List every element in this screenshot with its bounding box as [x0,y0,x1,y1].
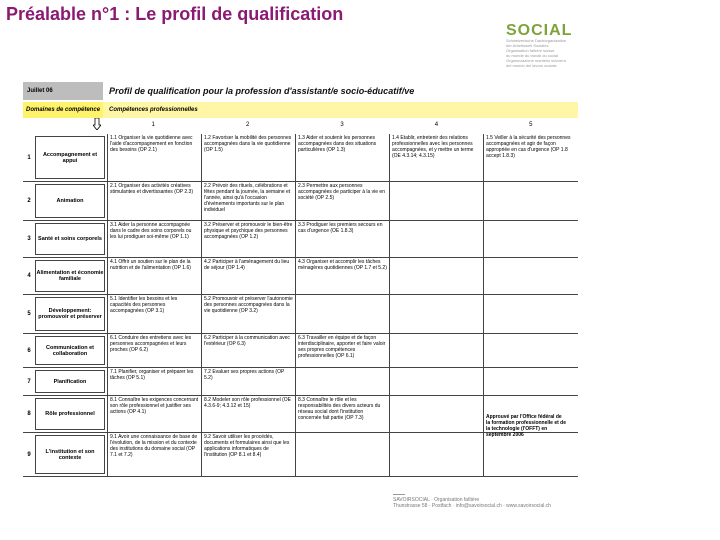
competence-cell: 3.3 Prodiguer les premiers secours en cas d'urgence (OE 1.8.3) [295,221,389,257]
table-row [23,295,578,334]
competence-cell: 7.1 Planifier, organiser et préparer les tâches (OP 5.1) [107,368,201,395]
table-row [23,368,578,396]
competence-cell: 1.2 Favoriser la mobilité des personnes accompagnées dans la vie quotidienne (OP 1.5) [201,134,295,181]
competence-cell: 4.3 Organiser et accomplir les tâches ménagères quotidiennes (OP 1.7 et 5.2) [295,258,389,294]
competence-cells [107,368,578,395]
competence-cell: 6.2 Participer à la communication avec l'extérieur (OP 6.3) [201,334,295,367]
row-number: 7 [27,378,31,385]
footer-line: SAVOIRSOCIAL · Organisation faîtière [393,497,480,503]
competence-cell: 1.5 Veiller à la sécurité des personnes accompagnées et agir de façon appropriée en cas d'urgence (OP 1.8 accept 1.8.3) [483,134,577,181]
row-number: 3 [27,236,31,242]
logo-line: Organizzazione mantello svizzera [506,58,566,63]
footer-divider [393,494,405,495]
domain-cell: Planification [35,370,105,393]
competence-cell: 4.2 Participer à l'aménagement du lieu de séjour (OP 1.4) [201,258,295,294]
competence-cell [483,182,577,220]
table-row [23,433,578,477]
row-number: 6 [27,347,31,354]
competence-cell [389,334,483,367]
footer-line: Thunstrasse 58 · Postfach · info@savoirsocial.ch · www.savoirsocial.ch [393,503,551,509]
document-heading: Profil de qualification pour la profession d'assistant/e socio-éducatif/ve [103,82,578,100]
logo-line: du monde du travail du social [506,53,559,58]
competence-cell: 8.2 Modeler son rôle professionnel (OE 4.3.6-9; 4.3.12 et 15) [201,396,295,432]
page-title: Préalable n°1 : Le profil de qualification [6,4,344,24]
competence-cells [107,433,578,476]
domain-cell: Développement: promouvoir et préserver [35,297,105,331]
logo-line: der Arbeitswelt Soziales [506,43,549,48]
logo-tagline [506,38,596,68]
competence-cells [107,134,578,181]
competence-cell: 4.1 Offrir un soutien sur le plan de la nutrition et de l'alimentation (OP 1.6) [107,258,201,294]
domain-cell: Santé et soins corporels [35,223,105,255]
competence-cell [389,295,483,333]
competence-cell: 9.2 Savoir utiliser les procédés, documents et formulaires ainsi que les applications informatiques de l'institution (OP 8.1 et 8.4) [201,433,295,476]
competence-cell [483,368,577,395]
competence-cell: 1.1 Organiser la vie quotidienne avec l'aide d'accompagnement en fonction des besoins (OP 2.1) [107,134,201,181]
competence-cell [295,433,389,476]
competence-cell [389,433,483,476]
competence-cell: 3.1 Aider la personne accompagnée dans le cadre des soins corporels ou les lui prodiguer soi-même (OP 1.1) [107,221,201,257]
competence-cell: 2.2 Prévoir des rituels, célébrations et fêtes pendant la journée, la semaine et l'année, ainsi qu'à l'occasion d'événements importants sur le plan individuel [201,182,295,220]
competence-cell [295,368,389,395]
table-row [23,221,578,258]
table-row [23,182,578,221]
column-numbers [106,122,578,128]
competence-cell [389,368,483,395]
competence-cell: 2.1 Organiser des activités créatives stimulantes et divertissantes (OP 2.3) [107,182,201,220]
competence-cell: 5.2 Promouvoir et préserver l'autonomie des personnes accompagnées dans la vie quotidienne (OP 3.2) [201,295,295,333]
competence-cell: 3.2 Préserver et promouvoir le bien-être physique et psychique des personnes accompagnées (OP 1.2) [201,221,295,257]
competence-cell [483,295,577,333]
document-header [23,82,578,100]
domain-cell: Alimentation et économie familiale [35,260,105,292]
domain-cell: Accompagnement et appui [35,136,105,179]
competence-cells [107,295,578,333]
competence-cell: 1.3 Aider et soutenir les personnes accompagnées dans des situations particulières (OP 1.3) [295,134,389,181]
competence-cell: 7.2 Evaluer ses propres actions (OP 5.2) [201,368,295,395]
competence-cell: 5.1 Identifier les besoins et les capacités des personnes accompagnées (OP 3.1) [107,295,201,333]
table-row [23,258,578,295]
logo-line: Schweizerische Dachorganisation [506,38,567,43]
domain-cell: Communication et collaboration [35,336,105,365]
competence-cells [107,221,578,257]
approval-note: Approuvé par l'Office fédéral de la formation professionnelle et de la technologie (l'OFFT) en septembre 2006 [486,414,567,438]
row-number: 1 [27,154,31,161]
domain-cell: L'institution et son contexte [35,435,105,474]
logo-word: SOCIAL [506,24,573,38]
competence-cell [483,334,577,367]
competence-cell [483,433,577,476]
competence-cell: 9.1 Avoir une connaissance de base de l'évolution, de la mission et du contexte des institutions du domaine social (OP 7.1 et 7.2) [107,433,201,476]
competence-cell: 2.3 Permettre aux personnes accompagnées de participer à la vie en société (OP 2.5) [295,182,389,220]
row-number: 4 [27,273,31,279]
row-number: 2 [27,198,31,204]
competence-cells [107,334,578,367]
competence-cell [389,258,483,294]
column-number: 2 [245,122,250,128]
down-arrow-icon [93,118,101,130]
footer [393,494,593,509]
document-subheader [23,102,578,118]
domain-cell: Animation [35,184,105,218]
table-row [23,334,578,368]
competence-cell [389,396,483,432]
row-number: 9 [27,451,31,458]
competence-cell [389,221,483,257]
column-number: 1 [151,122,155,128]
competence-cells [107,182,578,220]
competence-cell [483,258,577,294]
competence-cell [295,295,389,333]
competence-cells [107,258,578,294]
competence-cell [389,182,483,220]
savoirsocial-logo [506,24,596,68]
logo-line: Organisation faîtière suisse [506,48,555,53]
competences-label: Compétences professionnelles [103,102,578,118]
column-number: 5 [529,122,533,128]
competence-cell [483,221,577,257]
column-number: 4 [434,122,439,128]
competence-cell: 6.3 Travailler en équipe et de façon interdisciplinaire, apporter et faire valoir ses propres compétences professionnelles (OP 6.1) [295,334,389,367]
domain-cell: Rôle professionnel [35,398,105,430]
row-number: 5 [27,311,31,317]
domains-label: Domaines de compétence [23,102,103,118]
column-number: 3 [340,122,344,128]
date-tag: Juillet 06 [23,82,103,100]
competence-cell: 6.1 Conduire des entretiens avec les personnes accompagnées et leurs proches (OP 6.2) [107,334,201,367]
table-row [23,134,578,182]
competence-cell: 1.4 Etablir, entretenir des relations professionnelles avec les personnes accompagnées, et y mettre un terme (OE 4.3.14; 4.3.15) [389,134,483,181]
competence-cell: 8.3 Connaître le rôle et les responsabilités des divers acteurs du réseau social dont l'institution concernée fait partie (OP 7.3) [295,396,389,432]
row-number: 8 [27,411,31,417]
logo-line: del mondo del lavoro sociale [506,63,557,68]
competence-cell: 8.1 Connaître les exigences concernant son rôle professionnel et justifier ses actions (OP 4.1) [107,396,201,432]
